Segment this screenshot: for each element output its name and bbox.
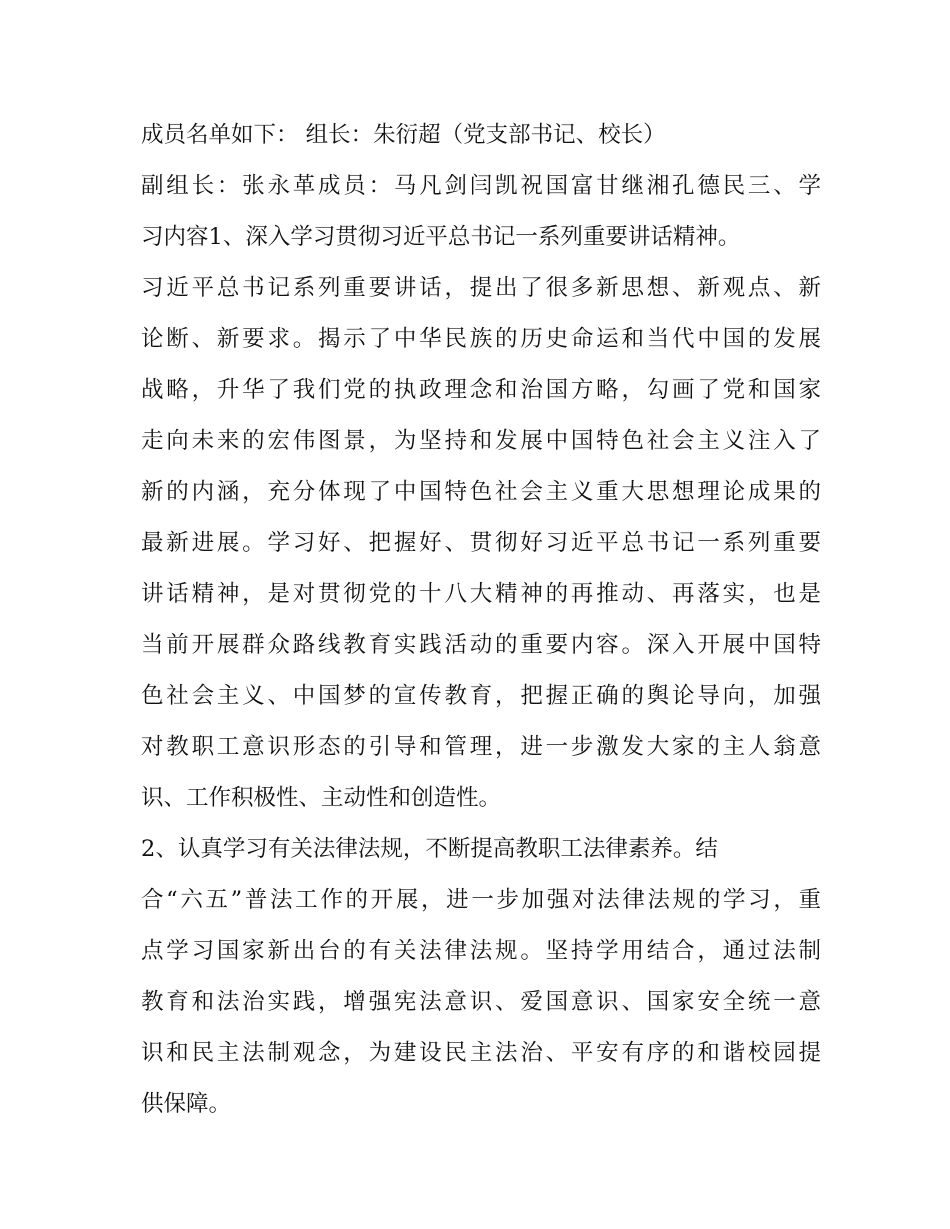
document-body	[141, 110, 821, 1130]
text-line: 对教职工意识形态的引导和管理，进一步激发大家的主人翁意	[141, 734, 821, 760]
text-line: 新的内涵，充分体现了中国特色社会主义重大思想理论成果的	[141, 479, 821, 505]
text-line: 识、工作积极性、主动性和创造性。	[141, 785, 502, 811]
text-line: 合“六五”普法工作的开展，进一步加强对法律法规的学习，重	[141, 887, 821, 913]
text-line: 色社会主义、中国梦的宣传教育，把握正确的舆论导向，加强	[141, 683, 821, 709]
text-line: 副组长：张永革成员：马凡剑闫凯祝国富甘继湘孔德民三、学	[141, 173, 821, 199]
text-line: 论断、新要求。揭示了中华民族的历史命运和当代中国的发展	[141, 326, 821, 352]
text-line: 最新进展。学习好、把握好、贯彻好习近平总书记一系列重要	[141, 530, 821, 556]
text-line: 战略，升华了我们党的执政理念和治国方略，勾画了党和国家	[141, 377, 821, 403]
text-line: 走向未来的宏伟图景，为坚持和发展中国特色社会主义注入了	[141, 428, 821, 454]
text-line-members-heading: 成员名单如下： 组长：朱衍超（党支部书记、校长）	[141, 122, 666, 148]
text-line: 习近平总书记系列重要讲话，提出了很多新思想、新观点、新	[141, 275, 821, 301]
text-line: 供保障。	[141, 1091, 232, 1117]
text-line-section-2: 2、认真学习有关法律法规，不断提高教职工法律素养。结	[141, 836, 718, 862]
text-line: 识和民主法制观念，为建设民主法治、平安有序的和谐校园提	[141, 1040, 821, 1066]
text-line: 当前开展群众路线教育实践活动的重要内容。深入开展中国特	[141, 632, 821, 658]
text-line: 教育和法治实践，增强宪法意识、爱国意识、国家安全统一意	[141, 989, 821, 1015]
text-line: 讲话精神，是对贯彻党的十八大精神的再推动、再落实，也是	[141, 581, 821, 607]
text-line: 习内容1、深入学习贯彻习近平总书记一系列重要讲话精神。	[141, 224, 741, 250]
text-line: 点学习国家新出台的有关法律法规。坚持学用结合，通过法制	[141, 938, 821, 964]
